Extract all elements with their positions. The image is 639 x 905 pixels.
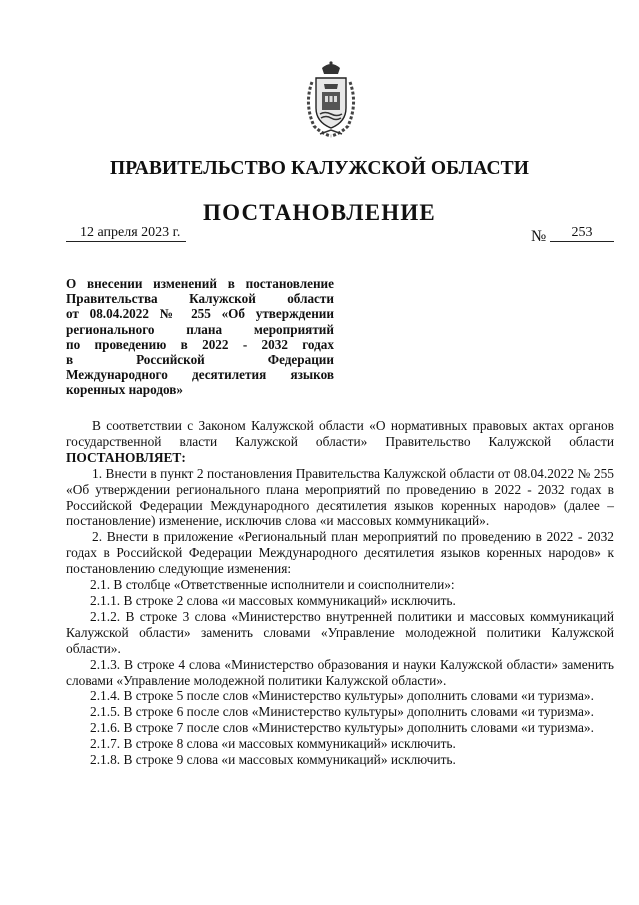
subject-line: по проведению в 2022 - 2032 годах — [66, 336, 334, 352]
paragraph-2-1-4: 2.1.4. В строке 5 после слов «Министерство культуры» дополнить словами «и туризма». — [90, 688, 594, 704]
decree-word: ПОСТАНОВЛЯЕТ: — [66, 449, 186, 465]
paragraph-2-1-5: 2.1.5. В строке 6 после слов «Министерство культуры» дополнить словами «и туризма». — [90, 704, 594, 720]
number-label: № — [531, 228, 547, 245]
document-body — [66, 418, 614, 768]
preamble-text: В соответствии с Законом Калужской области «О нормативных правовых актах органов государственной власти Калужской области» Правительство Калужской области — [66, 418, 614, 449]
paragraph-1: 1. Внести в пункт 2 постановления Правительства Калужской области от 08.04.2022 № 255 «Об утверждении регионального плана мероприятий по проведению в 2022 - 2032 годах в Российской Федерации Международного десятилетия языков коренных народов» (далее – постановление) изменение, исключив слова «и массовых коммуникаций». — [66, 465, 614, 529]
paragraph-2-1-7: 2.1.7. В строке 8 слова «и массовых коммуникаций» исключить. — [90, 736, 456, 752]
coat-of-arms-icon — [300, 60, 362, 140]
paragraph-2-1: 2.1. В столбце «Ответственные исполнители и соисполнители»: — [90, 577, 455, 593]
subject-block — [66, 276, 334, 398]
subject-line: О внесении изменений в постановление — [66, 276, 334, 291]
subject-line: в Российской Федерации — [66, 351, 334, 367]
paragraph-2: 2. Внести в приложение «Региональный план мероприятий по проведению в 2022 - 2032 годах в Российской Федерации Международного десятилетия языков коренных народов» к постановлению следующие изменения: — [66, 529, 614, 577]
subject-line: Международного десятилетия языков — [66, 367, 334, 383]
preamble-paragraph — [66, 418, 614, 466]
document-type-title: ПОСТАНОВЛЕНИЕ — [203, 200, 436, 225]
subject-line: регионального плана мероприятий — [66, 321, 334, 337]
document-date: 12 апреля 2023 г. — [66, 225, 186, 242]
paragraph-2-1-1: 2.1.1. В строке 2 слова «и массовых коммуникаций» исключить. — [90, 592, 456, 608]
subject-line: Правительства Калужской области — [66, 291, 334, 307]
government-title: ПРАВИТЕЛЬСТВО КАЛУЖСКОЙ ОБЛАСТИ — [109, 158, 530, 179]
subject-line: от 08.04.2022 № 255 «Об утверждении — [66, 306, 334, 322]
paragraph-2-1-2: 2.1.2. В строке 3 слова «Министерство внутренней политики и массовых коммуникаций Калужской области» заменить словами «Управление молодежной политики Калужской области». — [66, 608, 614, 656]
document-number: 253 — [550, 225, 614, 242]
paragraph-2-1-3: 2.1.3. В строке 4 слова «Министерство образования и науки Калужской области» заменить словами «Управление молодежной политики Калужской области». — [66, 656, 614, 688]
subject-line: коренных народов» — [66, 382, 183, 398]
paragraph-2-1-8: 2.1.8. В строке 9 слова «и массовых коммуникаций» исключить. — [90, 752, 456, 768]
paragraph-2-1-6: 2.1.6. В строке 7 после слов «Министерство культуры» дополнить словами «и туризма». — [90, 720, 594, 736]
